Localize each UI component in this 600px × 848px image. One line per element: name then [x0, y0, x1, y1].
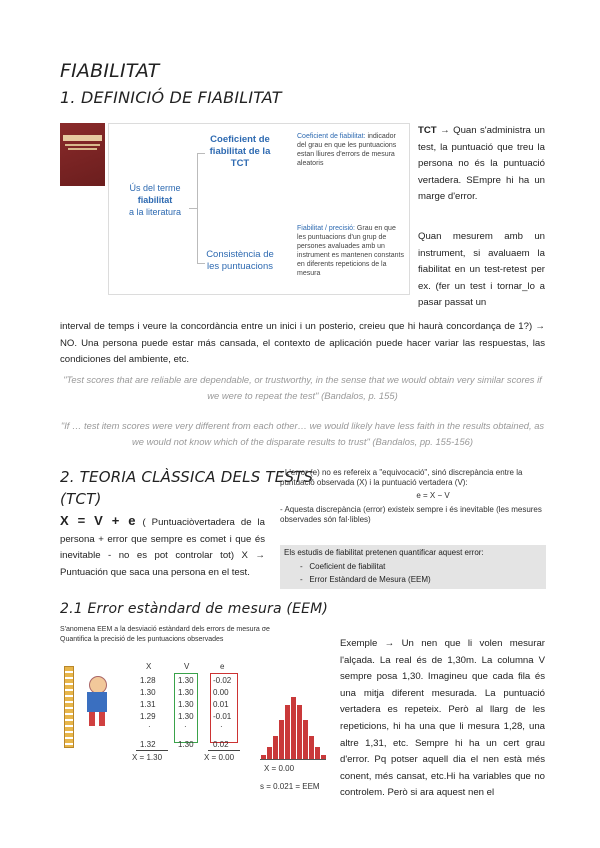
box-item-2: - Error Estàndard de Mesura (EEM) — [300, 575, 431, 584]
box-item-1: - Coeficient de fiabilitat — [300, 562, 386, 571]
histogram-label-2: s = 0.021 = EEM — [260, 782, 320, 791]
table-row: 1.29 — [140, 712, 156, 721]
book-cover-image — [60, 123, 105, 186]
formula: X = V + e — [60, 513, 137, 528]
quote-1: "Test scores that are reliable are dependable, or trustworthy, in the sense that we would obtain very similar scores if we were to repeat the test" (Bandalos, p. 155) — [63, 374, 542, 401]
diagram-top-term: Coeficient de fiabilitat de la TCT — [209, 134, 271, 169]
error-histogram — [260, 696, 326, 760]
section-2-1-heading: 2.1 Error estàndard de mesura (EEM) — [60, 601, 329, 617]
page-title: FIABILITAT — [60, 60, 160, 82]
histogram-bar-0.00 — [291, 697, 296, 759]
col-e-header: e — [220, 662, 225, 671]
table-row: 1.31 — [140, 700, 156, 709]
histogram-bar-0.05 — [321, 755, 326, 759]
histogram-bar--0.01 — [285, 705, 290, 759]
example-paragraph: Exemple → Un nen que li volen mesurar l'alçada. La real és de 1,30m. La columna V sempre posa 1,30. Imagineu que cada fila és una mitja diferent mesurada. La puntuació vertadera es repeteix. Però al llarg de les repeticions, hi ha una que li mesura 1,28, una altre 1,31, etc. Sempre hi ha un cert grau d'error. Pq potser aquell dia el nen està més conent, més cansat, etc.Hi ha variables que no controlem. Però si ara aquest nen el — [340, 638, 545, 799]
section-2-heading-line2: (TCT) — [60, 490, 102, 508]
histogram-bar--0.02 — [279, 720, 284, 759]
col-v-header: V — [184, 662, 190, 671]
formula-paragraph: X = V + e ( Puntuaciòvertadera de la persona + error que sempre es comet i que és inevitable - no es pot controlar tot) X → Puntuación que saca una persona en el test. — [60, 513, 266, 578]
diagram-bottom-definition: Fiabilitat / precisió: Grau en que les puntuacions d'un grup de persones avaluades amb un instrument es mantenen constants en diferents repeticions de la mesura — [297, 225, 405, 277]
mean-x: X = 1.30 — [132, 753, 163, 762]
histogram-bar--0.04 — [267, 747, 272, 759]
table-row: 1.32 — [140, 740, 156, 749]
histogram-axis — [260, 759, 326, 760]
tct-side-paragraph: TCT → Quan s'administra un test, la puntuació que treu la persona no és la puntuació vertadera. SEmpre hi ha un marge d'error. — [418, 125, 545, 203]
section-1-heading: 1. DEFINICIÓ DE FIABILITAT — [60, 88, 282, 107]
histogram-bar-0.01 — [297, 705, 302, 759]
eem-figure: S'anomena EEM a la desviació estàndard dels errors de mesura σe Quantifica la precisió de les puntuacions observades X V e 1.28 1.30 -0.02 1.30 1.30 0.00 1.31 1.30 0.01 1.29 1.30 -0.01 · · · 1.32 1.30 0.02 X = 1.30 X = 0.00 X = 0.00 s = 0.021 = EEM — [60, 626, 330, 796]
continuation-paragraph: interval de temps i veure la concordància entre un inici i un posterio, creieu que hi haurà concordança de 1?) → NO. Una persona puede estar más cansada, el contexto de aplicación puede hacer variar las respuestas, las condiciones del ambiente, etc. — [60, 321, 545, 366]
histogram-bar-0.03 — [309, 736, 314, 759]
diagram-bracket-line — [197, 153, 198, 263]
measuring-stick — [64, 666, 74, 748]
histogram-label-1: X = 0.00 — [264, 764, 295, 773]
reliability-diagram — [108, 123, 410, 295]
error-explanation: - L'error (e) no es refereix a "equivocació", sinó discrepància entre la puntuació observada (X) i la puntuació vertadera (V): e = X − V - Aquesta discrepància (error) existeix sempre i és inevitable (les mesures observades són fal·libles) — [280, 468, 546, 525]
quote-2: "If … test item scores were very different from each other… we would likely have less faith in the results obtained, as we would not know which of the disparate results to trust" (Bandalos, pp. 155-156) — [60, 420, 545, 447]
diagram-left-label: Ús del terme fiabilitat a la literatura — [128, 183, 182, 217]
child-illustration — [80, 676, 114, 726]
section-2-heading: 2. TEORIA CLÀSSICA DELS TESTS — [60, 468, 314, 486]
histogram-bar-0.04 — [315, 747, 320, 759]
col-x-header: X — [146, 662, 152, 671]
table-row: 1.28 — [140, 676, 156, 685]
mean-e: X = 0.00 — [204, 753, 235, 762]
box-title: Els estudis de fiabilitat pretenen quantificar aquest error: — [284, 548, 484, 557]
histogram-bar--0.03 — [273, 736, 278, 759]
test-retest-paragraph: Quan mesurem amb un instrument, si avaluaem la fiabilitat en un test-retest per ex. (fer un test i tornar_lo a pasar passat un — [418, 231, 545, 309]
histogram-bar-0.02 — [303, 720, 308, 759]
histogram-bar--0.05 — [261, 755, 266, 759]
table-row: 1.30 — [140, 688, 156, 697]
reliability-studies-box — [280, 545, 546, 589]
error-equation: e = X − V — [416, 491, 450, 500]
diagram-top-definition: Coeficient de fiabilitat: indicador del grau en que les puntuacions estan lliures d'errors de mesura aleatoris — [297, 133, 397, 167]
diagram-bottom-term: Consistència de les puntuacions — [206, 249, 274, 272]
